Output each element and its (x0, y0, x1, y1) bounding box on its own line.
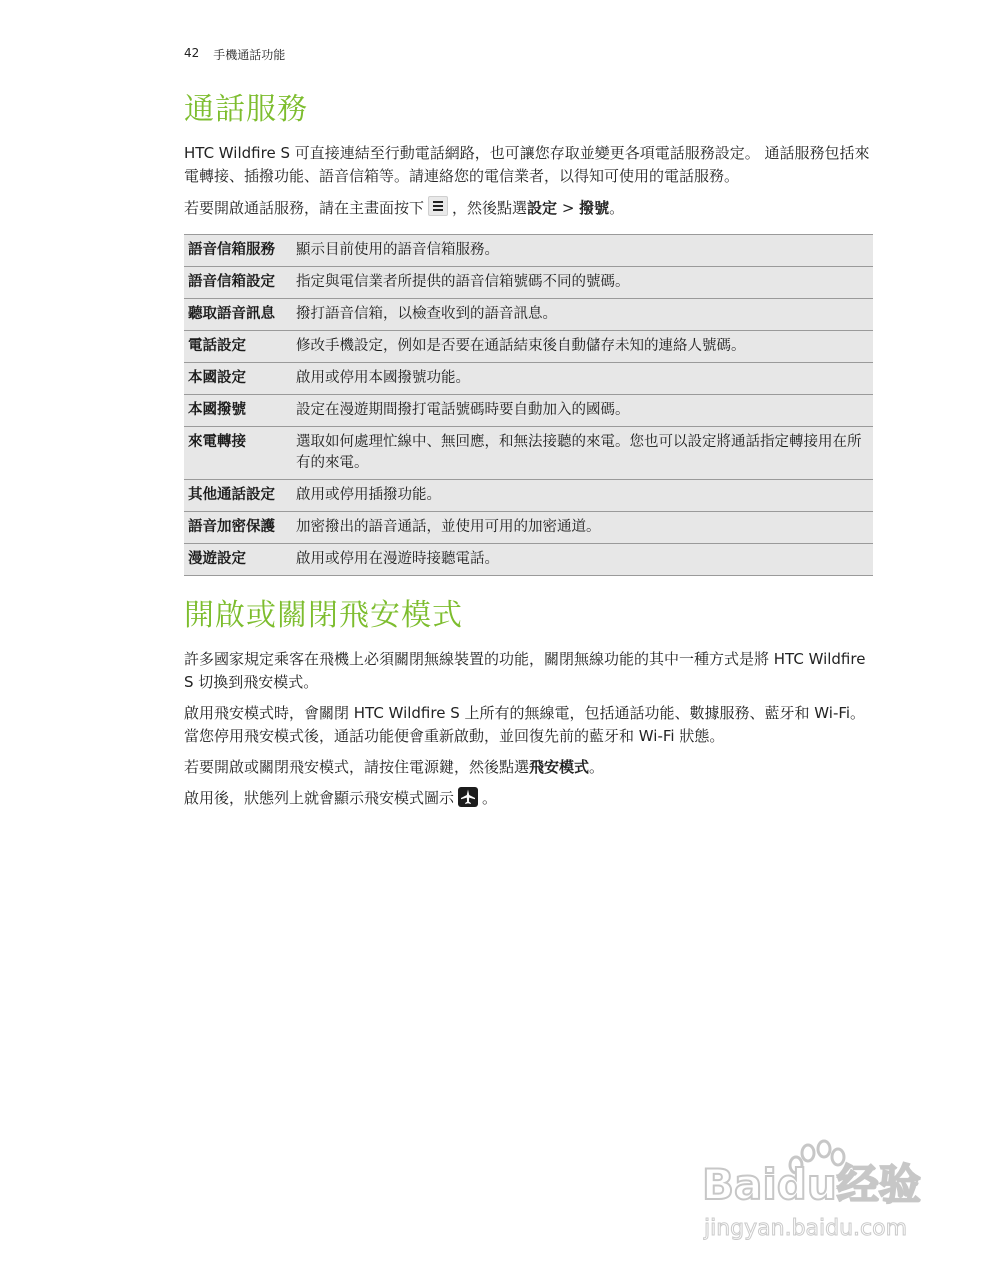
setting-term: 本國設定 (184, 363, 292, 395)
page-header (184, 46, 285, 63)
table-row (184, 480, 873, 512)
table-row (184, 299, 873, 331)
setting-description: 加密撥出的語音通話，並使用可用的加密通道。 (292, 512, 873, 544)
setting-term: 漫遊設定 (184, 544, 292, 576)
setting-description: 啟用或停用本國撥號功能。 (292, 363, 873, 395)
setting-description: 修改手機設定，例如是否要在通話結束後自動儲存未知的連絡人號碼。 (292, 331, 873, 363)
table-row (184, 235, 873, 267)
airplane-mode-intro: 許多國家規定乘客在飛機上必須關閉無線裝置的功能，關閉無線功能的其中一種方式是將 HTC Wildfire S 切換到飛安模式。 (184, 650, 866, 691)
section-call-services (184, 84, 874, 228)
airplane-mode-icon (458, 787, 478, 807)
section-airplane-mode (184, 590, 874, 818)
watermark-url: jingyan.baidu.com (704, 1216, 908, 1241)
table-row (184, 331, 873, 363)
airplane-mode-details: 啟用飛安模式時，會關閉 HTC Wildfire S 上所有的無線電，包括通話功能、數據服務、藍牙和 Wi-Fi。當您停用飛安模式後，通話功能便會重新啟動，並回復先前的藍牙和 Wi-Fi 狀態。 (184, 704, 866, 745)
watermark-brand: Baidu经验 (702, 1160, 921, 1209)
table-row (184, 512, 873, 544)
instruction-text-1: 若要開啟通話服務，請在主畫面按下 (184, 199, 425, 217)
table-row (184, 427, 873, 480)
call-services-instructions (184, 196, 874, 220)
page-number: 42 (184, 46, 200, 60)
setting-description: 啟用或停用在漫遊時接聽電話。 (292, 544, 873, 576)
status-end: 。 (482, 789, 498, 807)
setting-term: 聽取語音訊息 (184, 299, 292, 331)
settings-label: 設定 (527, 199, 558, 217)
call-services-table (184, 234, 873, 576)
setting-description: 指定與電信業者所提供的語音信箱號碼不同的號碼。 (292, 267, 873, 299)
airplane-mode-instructions (184, 756, 874, 779)
table-row (184, 395, 873, 427)
phone-label: 撥號 (579, 199, 610, 217)
status-text: 啟用後，狀態列上就會顯示飛安模式圖示 (184, 789, 455, 807)
table-row (184, 544, 873, 576)
call-services-intro: HTC Wildfire S 可直接連結至行動電話網路，也可讓您存取並變更各項電話服務設定。 通話服務包括來電轉接、插撥功能、語音信箱等。請連絡您的電信業者，以得知可使用的電話服務。 (184, 144, 870, 185)
setting-term: 本國撥號 (184, 395, 292, 427)
table-row (184, 363, 873, 395)
baidu-watermark (700, 1135, 940, 1245)
setting-term: 其他通話設定 (184, 480, 292, 512)
airplane-instruction-text: 若要開啟或關閉飛安模式，請按住電源鍵，然後點選 (184, 758, 530, 776)
setting-term: 語音信箱服務 (184, 235, 292, 267)
chapter-title: 手機通話功能 (213, 48, 286, 62)
setting-description: 設定在漫遊期間撥打電話號碼時要自動加入的國碼。 (292, 395, 873, 427)
airplane-mode-label: 飛安模式 (529, 758, 590, 776)
airplane-instruction-end: 。 (589, 758, 605, 776)
setting-description: 顯示目前使用的語音信箱服務。 (292, 235, 873, 267)
menu-icon (428, 196, 448, 216)
setting-description: 選取如何處理忙線中、無回應，和無法接聽的來電。您也可以設定將通話指定轉接用在所有的來電。 (292, 427, 873, 480)
setting-term: 電話設定 (184, 331, 292, 363)
instruction-text-2: ，然後點選 (452, 199, 528, 217)
instruction-end: 。 (609, 199, 625, 217)
table-row (184, 267, 873, 299)
setting-term: 語音信箱設定 (184, 267, 292, 299)
airplane-mode-status (184, 787, 874, 810)
section-title-airplane-mode: 開啟或關閉飛安模式 (184, 598, 463, 633)
setting-description: 撥打語音信箱，以檢查收到的語音訊息。 (292, 299, 873, 331)
section-title-call-services: 通話服務 (184, 92, 308, 127)
path-separator: > (557, 199, 580, 217)
setting-term: 來電轉接 (184, 427, 292, 480)
setting-description: 啟用或停用插撥功能。 (292, 480, 873, 512)
setting-term: 語音加密保護 (184, 512, 292, 544)
